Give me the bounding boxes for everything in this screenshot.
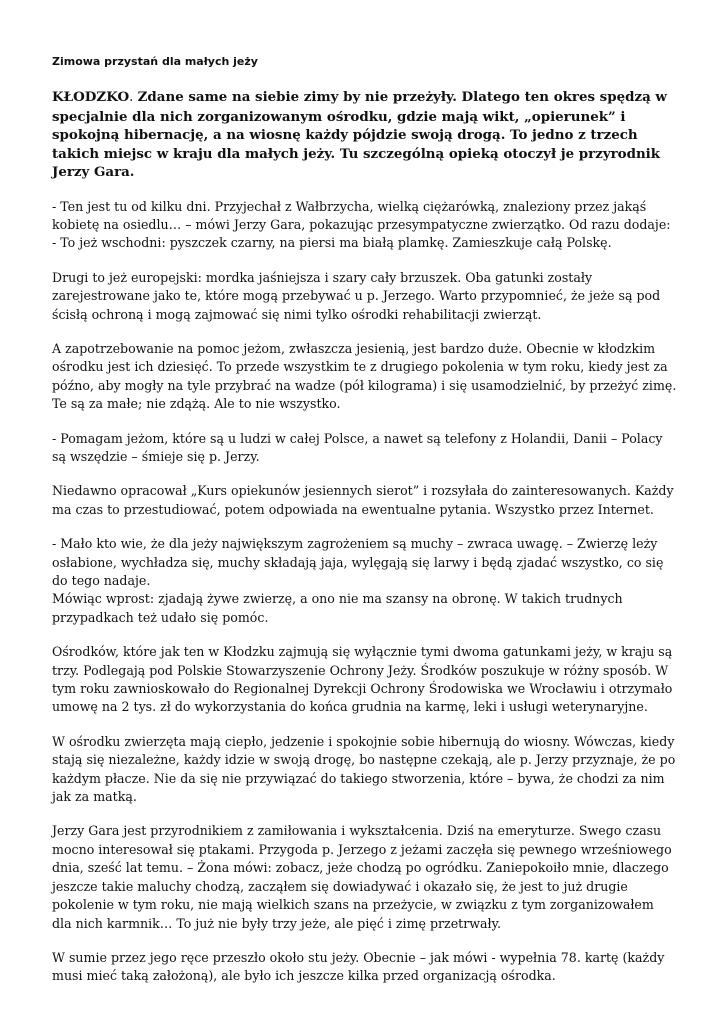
paragraph-4: - Pomagam jeżom, które są u ludzi w całej Polsce, a nawet są telefony z Holandii, Danii – Polacy są wszędzie – śmieje się p. Jerzy. (52, 430, 663, 464)
article-title: Zimowa przystań dla małych jeży (52, 55, 258, 68)
paragraph-7: Ośrodków, które jak ten w Kłodzku zajmują się wyłącznie tymi dwoma gatunkami jeży, w kraju są trzy. Podlegają pod Polskie Stowarzyszenie Ochrony Jeży. Środków poszukuje w różny sposób. W tym roku zawnioskowało do Regionalnej Dyrekcji Ochrony Środowiska we Wrocławiu i otrzymało umowę na 2 tys. zł do wykorzystania do końca grudnia na karmę, leki i usługi weterynaryjne. (52, 644, 673, 715)
lead-text: Zdane same na siebie zimy by nie przeżyły. Dlatego ten okres spędzą w specjalnie dla nich zorganizowanym ośrodku, gdzie mają wikt, „opierunek” i spokojną hibernację, a na wiosnę każdy pójdzie swoją drogą. To jedno z trzech takich miejsc w kraju dla małych jeży. Tu szczególną opieką otoczył je przyrodnik Jerzy Gara. (52, 89, 667, 180)
paragraph-6 (52, 535, 677, 627)
paragraph-5: Niedawno opracował „Kurs opiekunów jesiennych sierot” i rozsyłała do zainteresowanych. Każdy ma czas to przestudiować, potem odpowiada na ewentualne pytania. Wszystko przez Internet. (52, 483, 674, 517)
lead-place: KŁODZKO (52, 89, 130, 105)
article (52, 54, 677, 1002)
paragraph-6-part-1: - Mało kto wie, że dla jeży największym zagrożeniem są muchy – zwraca uwagę. – Zwierzę leży osłabione, wychładza się, muchy składają jaja, wylęgają się larwy i będą zjadać wszystko, co się do tego nadaje. (52, 536, 664, 588)
article-lead (52, 88, 677, 182)
paragraph-8: W ośrodku zwierzęta mają ciepło, jedzenie i spokojnie sobie hibernują do wiosny. Wówczas, kiedy stają się niezależne, każdy idzie w swoją drogę, bo następne czekają, ale p. Jerzy przyznaje, że po każdym płacze. Nie da się nie przywiązać do takiego stworzenia, które – bywa, że chodzi za nim jak za matką. (52, 733, 676, 805)
paragraph-10: W sumie przez jego ręce przeszło około stu jeży. Obecnie – jak mówi - wypełnia 78. kartę (każdy musi mieć taką założoną), ale było ich jeszcze kilka przed organizacją ośrodka. (52, 949, 665, 984)
paragraph-6-part-2: Mówiąc wprost: zjadają żywe zwierzę, a ono nie ma szansy na obronę. W takich trudnych przypadkach też udało się pomóc. (52, 591, 623, 625)
paragraph-1: - Ten jest tu od kilku dni. Przyjechał z Wałbrzycha, wielką ciężarówką, znaleziony przez jakąś kobietę na osiedlu… – mówi Jerzy Gara, pokazując przesympatyczne zwierzątko. Od razu dodaje: - To jeż wschodni: pyszczek czarny, na piersi ma białą plamkę. Zamieszkuje całą Polskę. (52, 198, 671, 251)
lead-separator: . (129, 90, 138, 105)
paragraph-2: Drugi to jeż europejski: mordka jaśniejsza i szary cały brzuszek. Oba gatunki zostały zarejestrowane jako te, które mogą przebywać u p. Jerzego. Warto przypomnieć, że jeże są pod ścisłą ochroną i mogą zajmować się nimi tylko ośrodki rehabilitacji zwierząt. (52, 269, 661, 322)
paragraph-3: A zapotrzebowanie na pomoc jeżom, zwłaszcza jesienią, jest bardzo duże. Obecnie w kłodzkim ośrodku jest ich dziesięć. To przede wszystkim te z drugiego pokolenia w tym roku, kiedy jest za późno, aby mogły na tyle przybrać na wadze (pół kilograma) i się usamodzielnić, by przeżyć zimę. Te są za małe; nie zdążą. Ale to nie wszystko. (52, 340, 677, 412)
paragraph-9: Jerzy Gara jest przyrodnikiem z zamiłowania i wykształcenia. Dziś na emeryturze. Swego czasu mocno interesował się ptakami. Przygoda p. Jerzego z jeżami zaczęła się pewnego wrześniowego dnia, sześć lat temu. – Żona mówi: zobacz, jeże chodzą po ogródku. Zaniepokoiło mnie, dlaczego jeszcze takie maluchy chodzą, zacząłem się dowiadywać i okazało się, że jest to już drugie pokolenie w tym roku, nie mają wielkich szans na przeżycie, w związku z tym zorganizowałem dla nich karmnik… To już nie były trzy jeże, ale pięć i zimę przetrwały. (52, 823, 672, 931)
